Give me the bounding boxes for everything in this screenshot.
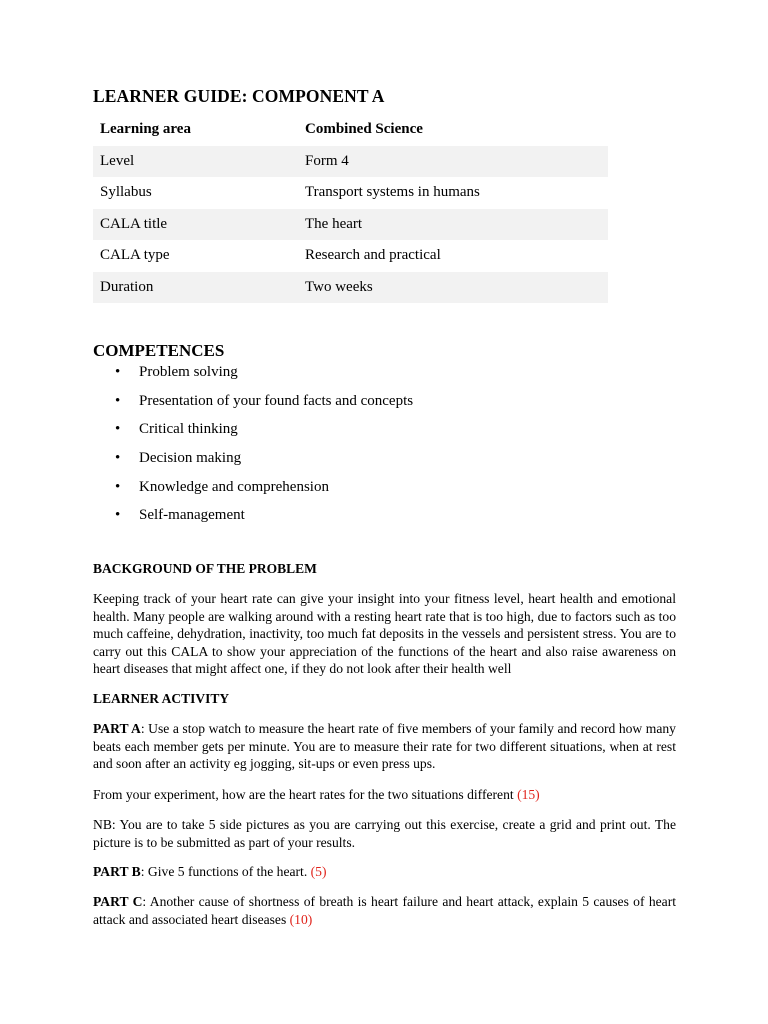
marks-label: (10) [289, 911, 313, 927]
part-b-paragraph: PART B: Give 5 functions of the heart. (5) [93, 864, 327, 879]
table-header-row [93, 114, 608, 146]
bullet-icon: • [115, 450, 121, 467]
list-item: • Knowledge and comprehension [115, 478, 329, 495]
background-heading: BACKGROUND OF THE PROBLEM [93, 561, 317, 576]
list-item: • Critical thinking [115, 421, 238, 438]
marks-label: (5) [310, 864, 327, 879]
part-a-label: PART A [93, 721, 141, 736]
table-cell: Form 4 [298, 146, 608, 178]
bullet-icon: • [115, 478, 121, 495]
nb-paragraph: NB: You are to take 5 side pictures as you are carrying out this exercise, create a grid and print out. The picture is to be submitted as part of your results. [93, 817, 676, 850]
bullet-icon: • [115, 392, 121, 409]
page-title: LEARNER GUIDE: COMPONENT A [93, 86, 385, 106]
table-cell: The heart [298, 209, 608, 241]
table-cell: Syllabus [100, 184, 152, 200]
table-row [93, 209, 608, 241]
bullet-icon: • [115, 507, 121, 524]
table-cell: Learning area [100, 121, 191, 137]
marks-label: (15) [517, 787, 540, 802]
table-cell: Two weeks [298, 272, 608, 304]
experiment-question: From your experiment, how are the heart rates for the two situations different (15) [93, 787, 540, 802]
table-cell: Duration [93, 272, 298, 304]
part-c-paragraph: PART C: Another cause of shortness of breath is heart failure and heart attack, explain 5 causes of heart attack and associated heart diseases (10) [93, 894, 676, 927]
part-c-label: PART C [93, 894, 143, 909]
table-cell: Level [93, 146, 298, 178]
bullet-icon: • [115, 364, 121, 380]
list-item: • Decision making [115, 450, 242, 467]
table-cell: CALA title [93, 209, 298, 241]
bullet-icon: • [115, 421, 121, 438]
table-cell: Combined Science [305, 121, 423, 137]
background-paragraph: Keeping track of your heart rate can give your insight into your fitness level, heart health and emotional health. Many people are walking around with a resting heart rate that is too high, due to factors such as too much caffeine, dehydration, inactivity, too much fat deposits in the vessels and persistent stress. You are to carry out this CALA to show your appreciation of the functions of the heart and also raise awareness on heart diseases that might affect one, if they do not look after their health well [93, 591, 676, 677]
list-item: • Problem solving [115, 364, 238, 380]
list-item: • Self-management [115, 507, 245, 524]
table-cell: Research and practical [305, 247, 441, 263]
table-cell: CALA type [100, 247, 170, 263]
table-row [93, 146, 608, 178]
part-b-label: PART B [93, 864, 141, 879]
table-row [93, 177, 608, 209]
learner-activity-heading: LEARNER ACTIVITY [93, 691, 230, 706]
list-item: • Presentation of your found facts and concepts [115, 392, 414, 409]
table-row [93, 240, 608, 272]
table-row [93, 272, 608, 304]
competences-heading: COMPETENCES [93, 341, 225, 360]
table-cell: Transport systems in humans [305, 184, 480, 200]
info-table [93, 114, 608, 303]
competences-list [93, 362, 413, 534]
part-a-paragraph: PART A: Use a stop watch to measure the heart rate of five members of your family and record how many beats each member gets per minute. You are to measure their rate for two different situations, when at rest and soon after an activity eg jogging, sit-ups or even press ups. [93, 721, 676, 772]
